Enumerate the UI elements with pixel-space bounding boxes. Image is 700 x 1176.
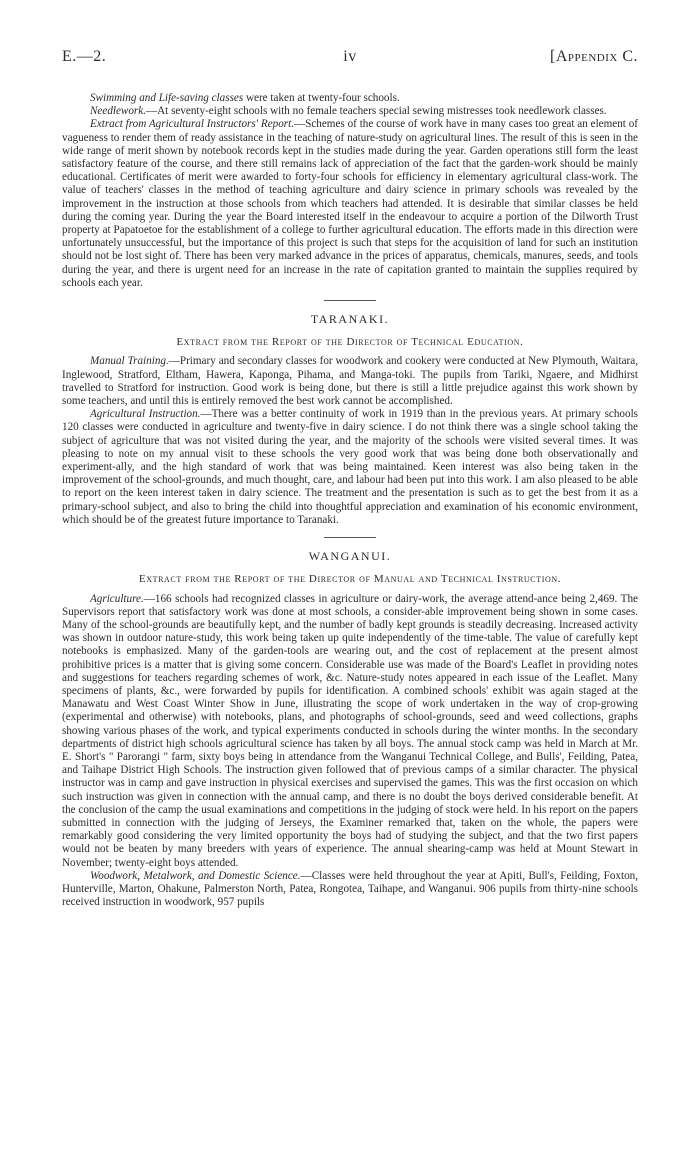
manual-training-paragraph xyxy=(62,355,638,408)
paragraph-lead: Woodwork, Metalwork, and Domestic Science. xyxy=(90,869,301,882)
paragraph-text: were taken at twenty-four schools. xyxy=(243,92,400,104)
paragraph-lead: Extract from Agricultural Instructors' Report. xyxy=(90,118,295,131)
agriculture-paragraph xyxy=(62,593,638,870)
taranaki-heading: TARANAKI. xyxy=(310,312,390,327)
paragraph-lead: Agriculture. xyxy=(90,592,144,605)
paragraph-lead: Needlework. xyxy=(90,105,146,118)
paragraph-lead: Swimming and Life-saving classes xyxy=(90,92,244,104)
wanganui-subheading: Extract from the Report of the Director of Manual and Technical Instruction. xyxy=(138,573,562,586)
paragraph-text: —Classes were held throughout the year at Apiti, Bull's, Feilding, Foxton, Hunterville, Marton, Ohakune, Palmerston North, Patea, Rongotea, Taihape, and Wanganui. 906 pupils from thirty-nine schools received instruction in woodwork, 957 pupils xyxy=(62,869,638,909)
woodwork-paragraph xyxy=(62,870,638,910)
paragraph-lead: Agricultural Instruction. xyxy=(90,408,201,421)
agricultural-instruction-paragraph xyxy=(62,408,638,527)
paragraph-lead: Manual Training. xyxy=(90,355,169,368)
paragraph-text: —Schemes of the course of work have in many cases too great an element of vagueness to render them of ready assistance in the teaching of nature-study on agricultural lines. The result of this is seen in the wide range of merit shown by notebook records kept in the studies made during the year. Garden operations still form the least satisfactory feature of the course, and there still remains lack of appreciation of the fact that the garden-work should be mainly educational. Certificates of merit were awarded to forty-four schools for efficiency in elementary agricultural class-work. The value of teachers' classes in the method of teaching agriculture and dairy science in primary schools was revealed by the improvement in the instruction at those schools from which teachers had attended. It is desirable that similar classes be held during the coming year. During the year the Board interested itself in the endeavour to acquire a portion of the Dilworth Trust property at Papatoetoe for the establishment of a college to further agricultural education. The efforts made in this direction were unfortunately unsuccessful, but the importance of this project is such that steps for the acquisition of land for such an institution should not be lost sight of. There has been very marked advance in the prices of apparatus, chemicals, manures, seeds, and tools during the year, and there is urgent need for an increase in the rate of capitation granted to maintain the supplies required by schools each year. xyxy=(62,118,638,289)
wanganui-heading: WANGANUI. xyxy=(308,549,392,564)
paragraph-text: —166 schools had recognized classes in agriculture or dairy-work, the average attend-ance being 2,469. The Supervisors report that satisfactory work was done at most schools, a consider-able improvement being shown in some cases. Many of the school-grounds are beautifully kept, and the number of badly kept grounds is steadily decreasing. Increased activity was shown in outdoor nature-study, this work being taken up quite independently of the time-table. The value of carefully kept notebooks is emphasized. Many of the garden-tools are wearing out, and the cost of replacement at the present almost prohibitive prices is a matter that is giving some concern. Considerable use was made of the Board's Leaflet in providing notes and suggestions for teachers regarding schemes of work, &c. Nature-study notes appeared in each issue of the Leaflet. Many specimens of plants, &c., were forwarded by pupils for identification. A combined schools' exhibit was again staged at the Manawatu and West Coast Winter Show in June, illustrating the scope of work undertaken in the way of crop-growing (experimental and otherwise) with notebooks, plans, and photographs of school-grounds, seed and weed collections, graphs showing various phases of the work, and typical experiments conducted in schools during the winter months. In the secondary departments of district high schools agricultural science has taken by all boys. The annual stock camp was held in March at Mr. E. Short's " Parorangi " farm, sixty boys being in attendance from the Wanganui Technical College, and Bulls', Feilding, Patea, and Taihape District High Schools. The instruction given followed that of previous camps of a similar character. The physical instructor was in camp and gave instruction in physical exercises and supervised the games. This was the first occasion on which such instruction was given in connection with the annual camp, and there is no doubt the boys derived considerable benefit. At the conclusion of the camp the usual examinations and competitions in the judging of stock were held. In his report on the papers submitted in connection with the judging of Jerseys, the Examiner remarked that, taken on the whole, the papers were remarkably good considering the very limited opportunity the boys had of studying the subject, and that the two first papers would not be beaten by many breeders with years of experience. The annual shearing-camp was held at Mount Stewart in November; twenty-eight boys attended. xyxy=(62,592,638,869)
page-number: iv xyxy=(343,48,357,65)
swimming-paragraph xyxy=(62,92,638,105)
agricultural-instructors-paragraph xyxy=(62,118,638,290)
report-code: E.—2. xyxy=(62,48,107,65)
document-body xyxy=(62,92,638,909)
appendix-label: [Appendix C. xyxy=(549,48,638,65)
taranaki-subheading: Extract from the Report of the Director of Technical Education. xyxy=(176,336,524,349)
needlework-paragraph xyxy=(62,105,638,118)
page-header xyxy=(62,48,638,72)
paragraph-text: —At seventy-eight schools with no female teachers special sewing mistresses took needlework classes. xyxy=(146,105,607,118)
section-divider xyxy=(324,537,376,538)
paragraph-text: —Primary and secondary classes for woodwork and cookery were conducted at New Plymouth, Waitara, Inglewood, Stratford, Eltham, Hawera, Kaponga, Pihama, and Manga-toki. The pupils from Tariki, Ngaere, and Midhirst travelled to Stratford for instruction. Good work is being done, but there is still a little prejudice against this work shown by some teachers, and until this is entirely removed the best work cannot be accomplished. xyxy=(62,355,638,408)
section-divider xyxy=(324,300,376,301)
paragraph-text: —There was a better continuity of work in 1919 than in the previous years. At primary schools 120 classes were conducted in agriculture and twenty-five in dairy science. I do not think there was a single school taking the subject of agriculture that was not visited during the year, and the majority of the schools were visited several times. It was pleasing to note on my annual visit to these schools the very good work that was being done both observationally and experiment-ally, and the high standard of work that was being maintained. Keen interest was also being taken in the improvement of the school-grounds, and much thought, care, and labour had been put into this work. I am also pleased to be able to report on the keen interest taken in dairy science. The treatment and the presentation is such as to get the best from it as a primary-school subject, and also to bring the child into thoughtful appreciation and examination of his economic environment, which should be of the greatest future importance to Taranaki. xyxy=(62,408,639,526)
